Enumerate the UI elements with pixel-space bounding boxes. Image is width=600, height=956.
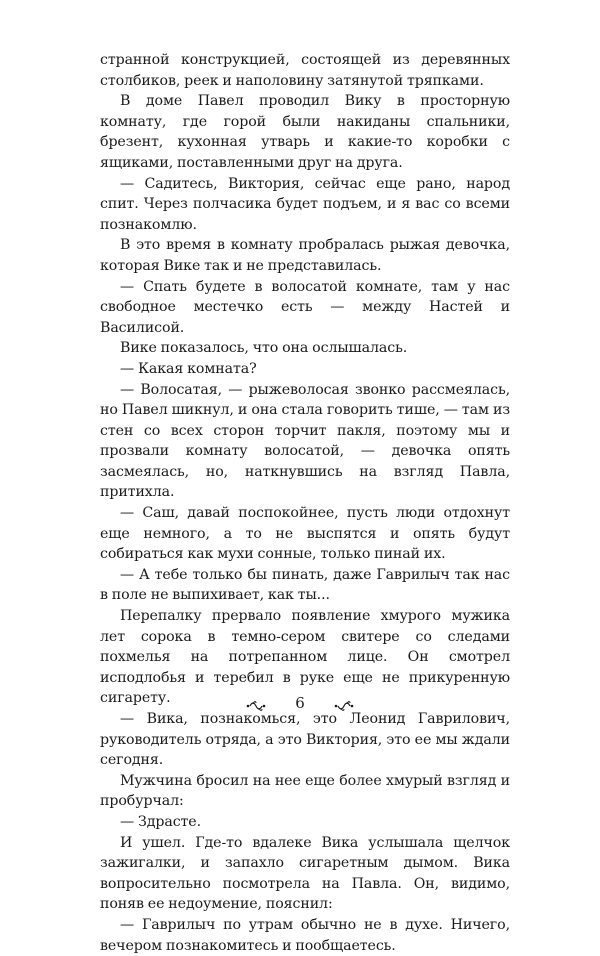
page-body — [100, 50, 510, 956]
page-number: 6 — [295, 694, 305, 712]
paragraph: В это время в комнату пробралась рыжая девочка, которая Вике так и не представилась. — [100, 237, 510, 274]
paragraph: — Саш, давай поспокойнее, пусть люди отдохнут еще немного, а то не выспятся и опять будут собираться как мухи сонные, только пинай их. — [100, 505, 510, 563]
paragraph: — Какая комната? — [120, 360, 257, 377]
paragraph: И ушел. Где-то вдалеке Вика услышала щелчок зажигалки, и запахло сигаретным дымом. Вика вопросительно посмотрела на Павла. Он, видимо, поняв ее недоумение, пояснил: — [100, 834, 510, 913]
floral-ornament-icon — [333, 697, 355, 709]
floral-ornament-icon — [245, 697, 267, 709]
paragraph: — А тебе только бы пинать, даже Гаврилыч так нас в поле не выпихивает, как ты... — [100, 566, 510, 604]
paragraph: В доме Павел проводил Вику в просторную комнату, где горой были накиданы спальники, брезент, кухонная утварь и какие-то коробки с ящиками, поставленными друг на друга. — [100, 93, 510, 171]
paragraph-continued: странной конструкцией, состоящей из деревянных столбиков, реек и наполовину затянутой тряпками. — [100, 52, 510, 89]
paragraph: Мужчина бросил на нее еще более хмурый взгляд и пробурчал: — [100, 772, 510, 810]
paragraph: Вике показалось, что она ослышалась. — [120, 340, 408, 357]
paragraph: — Спать будете в волосатой комнате, там у нас свободное местечко есть — между Настей и Василисой. — [100, 278, 510, 336]
page-footer — [0, 690, 600, 716]
paragraph: Перепалку прервало появление хмурого мужика лет сорока в темно-сером свитере со следами похмелья на потрепанном лице. Он смотрел исподлобья и теребил в руке еще не прикуренную сигарету. — [100, 608, 510, 707]
paragraph: — Волосатая, — рыжеволосая звонко рассмеялась, но Павел шикнул, и она стала говорить тише, — там из стен со всех сторон торчит пакля, поэтому мы и прозвали комнату волосатой, — девочка опять засмеялась, но, наткнувшись на взгляд Павла, притихла. — [100, 381, 510, 501]
paragraph: — Здрасте. — [120, 813, 202, 830]
paragraph: — Садитесь, Виктория, сейчас еще рано, народ спит. Через полчасика будет подъем, и я вас со всеми познакомлю. — [100, 175, 510, 233]
paragraph: — Вика, познакомься, это Леонид Гаврилович, руководитель отряда, а это Виктория, это ее мы ждали сегодня. — [100, 711, 510, 769]
paragraph: — Гаврилыч по утрам обычно не в духе. Ничего, вечером познакомитесь и пообщаетесь. — [100, 916, 510, 954]
